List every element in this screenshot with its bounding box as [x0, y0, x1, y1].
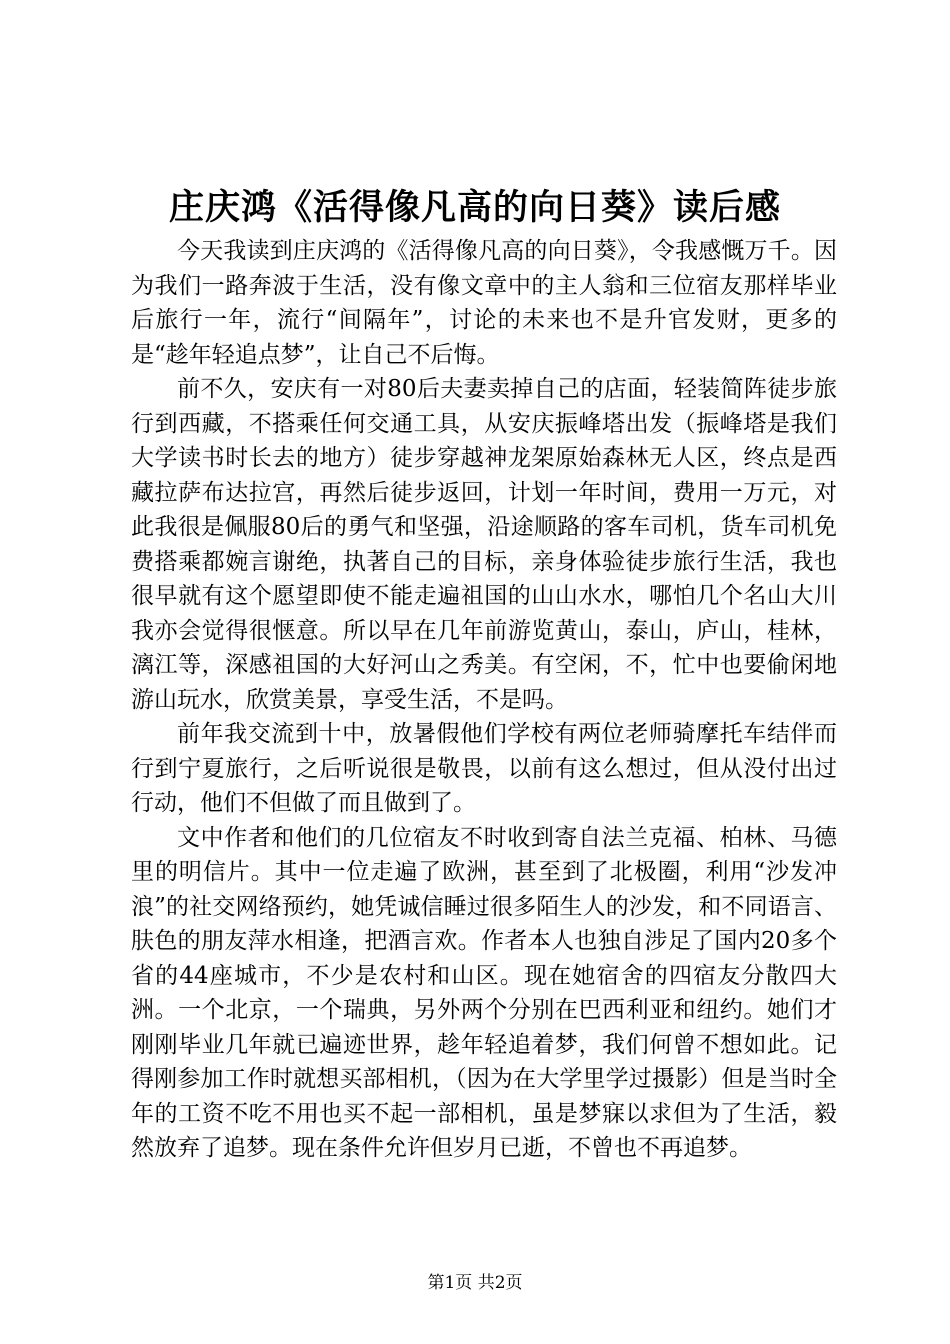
- paragraph: 今天我读到庄庆鸿的《活得像凡高的向日葵》，令我感慨万千。因为我们一路奔波于生活，没有像文章中的主人翁和三位宿友那样毕业后旅行一年，流行“间隔年”，讨论的未来也不是升官发财，更多的是“趁年轻追点梦”，让自己不后悔。: [131, 238, 837, 368]
- paragraph: 前不久，安庆有一对80后夫妻卖掉自己的店面，轻装简阵徒步旅行到西藏，不搭乘任何交通工具，从安庆振峰塔出发（振峰塔是我们大学读书时长去的地方）徒步穿越神龙架原始森林无人区，终点是西藏拉萨布达拉宫，再然后徒步返回，计划一年时间，费用一万元，对此我很是佩服80后的勇气和坚强，沿途顺路的客车司机，货车司机免费搭乘都婉言谢绝，执著自己的目标，亲身体验徒步旅行生活，我也很早就有这个愿望即使不能走遍祖国的山山水水，哪怕几个名山大川我亦会觉得很惬意。所以早在几年前游览黄山，泰山，庐山，桂林，漓江等，深感祖国的大好河山之秀美。有空闲，不，忙中也要偷闲地游山玩水，欣赏美景，享受生活，不是吗。: [131, 376, 837, 713]
- document-body: [131, 234, 837, 1166]
- paragraph: 前年我交流到十中，放暑假他们学校有两位老师骑摩托车结伴而行到宁夏旅行，之后听说很是敬畏，以前有这么想过，但从没付出过行动，他们不但做了而且做到了。: [131, 721, 837, 816]
- page-number: 第1页 共2页: [427, 1273, 523, 1293]
- paragraph: 文中作者和他们的几位宿友不时收到寄自法兰克福、柏林、马德里的明信片。其中一位走遍了欧洲，甚至到了北极圈，利用“沙发冲浪”的社交网络预约，她凭诚信睡过很多陌生人的沙发，和不同语言、肤色的朋友萍水相逢，把酒言欢。作者本人也独自涉足了国内20多个省的44座城市，不少是农村和山区。现在她宿舍的四宿友分散四大洲。一个北京，一个瑞典，另外两个分别在巴西利亚和纽约。她们才刚刚毕业几年就已遍迹世界，趁年轻追着梦，我们何曾不想如此。记得刚参加工作时就想买部相机，（因为在大学里学过摄影）但是当时全年的工资不吃不用也买不起一部相机，虽是梦寐以求但为了生活，毅然放弃了追梦。现在条件允许但岁月已逝，不曾也不再追梦。: [131, 824, 837, 1161]
- page-title: 庄庆鸿《活得像凡高的向日葵》读后感: [168, 187, 781, 228]
